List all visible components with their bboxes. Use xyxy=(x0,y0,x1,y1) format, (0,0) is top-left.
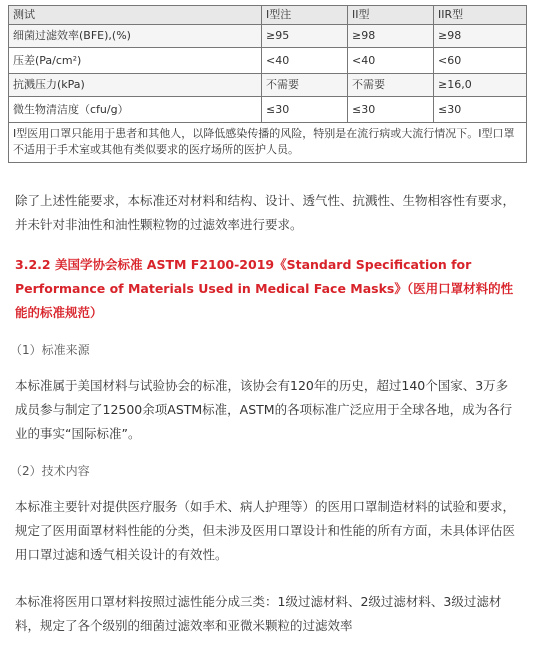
table-row xyxy=(9,97,527,123)
table-cell: 抗溅压力(kPa) xyxy=(9,74,262,97)
table-row xyxy=(9,74,527,97)
table-cell: 细菌过滤效率(BFE),(%) xyxy=(9,25,262,48)
table-cell: ≤30 xyxy=(348,97,434,123)
table-cell: ≥95 xyxy=(262,25,348,48)
table-cell: ≥98 xyxy=(348,25,434,48)
table-cell: <60 xyxy=(434,48,527,74)
table-row xyxy=(9,25,527,48)
paragraph-source: 本标准属于美国材料与试验协会的标准，该协会有120年的历史，超过140个国家、3万多成员参与制定了12500余项ASTM标准，ASTM的各项标准广泛应用于全球各地，成为各行业的事实“国际标准”。 xyxy=(15,378,513,441)
table-note: I型医用口罩只能用于患者和其他人，以降低感染传播的风险，特别是在流行病或大流行情况下。I型口罩不适用于手术室或其他有类似要求的医疗场所的医护人员。 xyxy=(9,123,527,163)
header-cell: 测试 xyxy=(9,6,262,25)
paragraph-requirements: 除了上述性能要求，本标准还对材料和结构、设计、透气性、抗溅性、生物相容性有要求，并未针对非油性和油性颗粒物的过滤效率进行要求。 xyxy=(15,193,516,232)
section-heading: 3.2.2 美国学协会标准 ASTM F2100-2019《Standard Specification for Performance of Materials Used in Medical Face Masks》（医用口罩材料的性能的标准规范） xyxy=(15,257,514,320)
header-cell: II型 xyxy=(348,6,434,25)
table-cell: 不需要 xyxy=(348,74,434,97)
table-cell: 微生物清洁度（cfu/g） xyxy=(9,97,262,123)
header-cell: IIR型 xyxy=(434,6,527,25)
subheading-technical: （2）技术内容 xyxy=(10,464,90,478)
table-cell: ≥16,0 xyxy=(434,74,527,97)
table-cell: <40 xyxy=(348,48,434,74)
table-header-row xyxy=(9,6,527,25)
table-cell: 不需要 xyxy=(262,74,348,97)
paragraph-classification: 本标准将医用口罩材料按照过滤性能分成三类：1级过滤材料、2级过滤材料、3级过滤材料，规定了各个级别的细菌过滤效率和亚微米颗粒的过滤效率 xyxy=(15,594,502,633)
table-note-row xyxy=(9,123,527,163)
table-cell: ≤30 xyxy=(262,97,348,123)
paragraph-technical: 本标准主要针对提供医疗服务（如手术、病人护理等）的医用口罩制造材料的试验和要求，规定了医用面罩材料性能的分类，但未涉及医用口罩设计和性能的所有方面，未具体评估医用口罩过滤和透气相关设计的有效性。 xyxy=(15,499,516,562)
header-cell: I型注 xyxy=(262,6,348,25)
table-row xyxy=(9,48,527,74)
table-cell: ≥98 xyxy=(434,25,527,48)
table-cell: 压差(Pa/cm²) xyxy=(9,48,262,74)
table-cell: <40 xyxy=(262,48,348,74)
table-cell: ≤30 xyxy=(434,97,527,123)
performance-table xyxy=(8,5,527,163)
subheading-source: （1）标准来源 xyxy=(10,343,90,357)
performance-table-container xyxy=(8,5,526,163)
